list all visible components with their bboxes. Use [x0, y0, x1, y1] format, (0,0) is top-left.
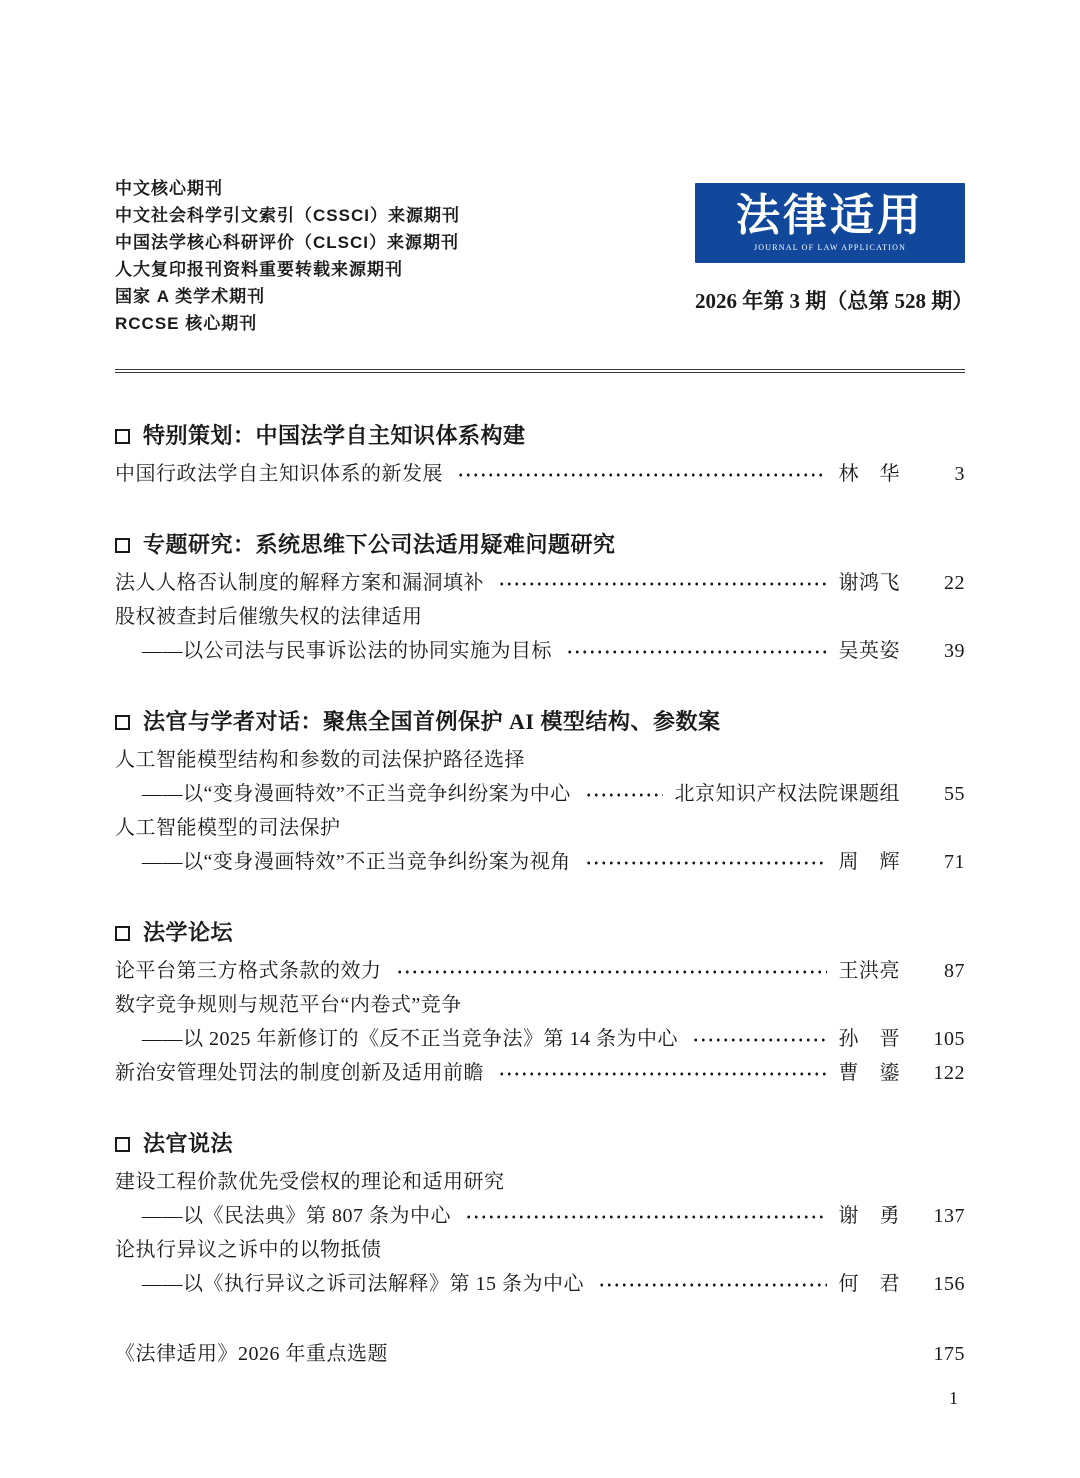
article-page-number: 55 — [944, 783, 965, 805]
footer-entry-title: 《法律适用》2026 年重点选题 — [115, 1343, 388, 1365]
section-title: 专题研究：系统思维下公司法适用疑难问题研究 — [143, 532, 616, 557]
section-square-icon — [115, 1137, 130, 1152]
issue-line: 2026 年第 3 期（总第 528 期） — [695, 289, 974, 313]
article-author: 曹 鎏 — [838, 1062, 900, 1084]
article-title: 新治安管理处罚法的制度创新及适用前瞻 — [115, 1062, 484, 1084]
toc-entry — [115, 600, 965, 634]
toc-entry — [115, 845, 965, 879]
article-subtitle: ——以 2025 年新修订的《反不正当竞争法》第 14 条为中心 — [142, 1028, 678, 1050]
article-page-number: 105 — [933, 1028, 965, 1050]
toc-entry — [115, 777, 965, 811]
article-subtitle: ——以公司法与民事诉讼法的协同实施为目标 — [142, 640, 552, 662]
dot-leader — [598, 1283, 827, 1287]
article-author: 谢鸿飞 — [838, 572, 900, 594]
section-header — [115, 916, 965, 950]
footer-entry-page-number: 175 — [933, 1343, 965, 1365]
toc-entry — [115, 566, 965, 600]
section-header — [115, 1127, 965, 1161]
accreditation-list — [115, 175, 460, 337]
accreditation-item: 中文社会科学引文索引（CSSCI）来源期刊 — [115, 206, 460, 225]
article-title: 论平台第三方格式条款的效力 — [115, 960, 382, 982]
toc-section — [115, 419, 965, 491]
article-author: 何 君 — [838, 1273, 900, 1295]
dot-leader — [498, 582, 827, 586]
article-author: 吴英姿 — [838, 640, 900, 662]
article-title: 法人人格否认制度的解释方案和漏洞填补 — [115, 572, 484, 594]
article-author: 林 华 — [838, 463, 900, 485]
toc-entry — [115, 988, 965, 1022]
toc-entry — [115, 1165, 965, 1199]
accreditation-item: RCCSE 核心期刊 — [115, 314, 258, 333]
article-title: 中国行政法学自主知识体系的新发展 — [115, 463, 443, 485]
accreditation-item: 国家 A 类学术期刊 — [115, 287, 266, 306]
dot-leader — [498, 1072, 827, 1076]
section-title: 法官说法 — [143, 1131, 234, 1156]
dot-leader — [457, 473, 827, 477]
toc-entry — [115, 954, 965, 988]
section-title: 法学论坛 — [143, 920, 234, 945]
journal-logo-subtitle: JOURNAL OF LAW APPLICATION — [753, 243, 907, 252]
section-square-icon — [115, 926, 130, 941]
article-page-number: 3 — [954, 463, 965, 485]
toc-entry — [115, 1233, 965, 1267]
toc-entry — [115, 811, 965, 845]
article-title: 论执行异议之诉中的以物抵债 — [115, 1239, 382, 1261]
toc-entry — [115, 457, 965, 491]
article-author: 周 辉 — [838, 851, 900, 873]
toc-section — [115, 528, 965, 668]
article-subtitle: ——以“变身漫画特效”不正当竞争纠纷案为中心 — [142, 783, 571, 805]
accreditation-item: 中国法学核心科研评价（CLSCI）来源期刊 — [115, 233, 459, 252]
table-of-contents — [115, 419, 965, 1301]
dot-leader — [585, 793, 663, 797]
article-page-number: 71 — [944, 851, 965, 873]
article-title: 人工智能模型的司法保护 — [115, 817, 341, 839]
dot-leader — [692, 1038, 827, 1042]
header-divider — [115, 369, 965, 373]
dot-leader — [566, 650, 827, 654]
section-header — [115, 419, 965, 453]
article-page-number: 137 — [933, 1205, 965, 1227]
journal-logo — [695, 183, 965, 263]
toc-section — [115, 916, 965, 1090]
dot-leader — [585, 861, 827, 865]
article-subtitle: ——以“变身漫画特效”不正当竞争纠纷案为视角 — [142, 851, 571, 873]
accreditation-item: 人大复印报刊资料重要转载来源期刊 — [115, 260, 403, 279]
article-subtitle: ——以《执行异议之诉司法解释》第 15 条为中心 — [142, 1273, 584, 1295]
article-subtitle: ——以《民法典》第 807 条为中心 — [142, 1205, 451, 1227]
journal-brand — [695, 183, 974, 315]
article-author: 谢 勇 — [838, 1205, 900, 1227]
article-author: 孙 晋 — [838, 1028, 900, 1050]
article-page-number: 87 — [944, 960, 965, 982]
article-page-number: 22 — [944, 572, 965, 594]
toc-section — [115, 1127, 965, 1301]
article-title: 建设工程价款优先受偿权的理论和适用研究 — [115, 1171, 505, 1193]
dot-leader — [396, 970, 827, 974]
section-title: 特别策划：中国法学自主知识体系构建 — [143, 423, 526, 448]
section-header — [115, 705, 965, 739]
section-square-icon — [115, 715, 130, 730]
article-title: 人工智能模型结构和参数的司法保护路径选择 — [115, 749, 525, 771]
toc-entry — [115, 1056, 965, 1090]
article-author: 王洪亮 — [838, 960, 900, 982]
toc-entry — [115, 1267, 965, 1301]
page-folio: 1 — [949, 1388, 958, 1408]
article-title: 股权被查封后催缴失权的法律适用 — [115, 606, 423, 628]
toc-section — [115, 705, 965, 879]
article-title: 数字竞争规则与规范平台“内卷式”竞争 — [115, 994, 462, 1016]
accreditation-item: 中文核心期刊 — [115, 179, 223, 198]
toc-entry — [115, 743, 965, 777]
toc-footer-entry — [115, 1337, 965, 1371]
article-author: 北京知识产权法院课题组 — [674, 783, 900, 805]
section-square-icon — [115, 538, 130, 553]
dot-leader — [465, 1215, 827, 1219]
section-header — [115, 528, 965, 562]
article-page-number: 39 — [944, 640, 965, 662]
article-page-number: 156 — [933, 1273, 965, 1295]
toc-entry — [115, 1022, 965, 1056]
toc-entry — [115, 1199, 965, 1233]
section-square-icon — [115, 429, 130, 444]
journal-logo-title: 法律适用 — [736, 191, 924, 240]
article-page-number: 122 — [933, 1062, 965, 1084]
section-title: 法官与学者对话：聚焦全国首例保护 AI 模型结构、参数案 — [143, 709, 721, 734]
masthead — [115, 175, 974, 337]
toc-entry — [115, 634, 965, 668]
